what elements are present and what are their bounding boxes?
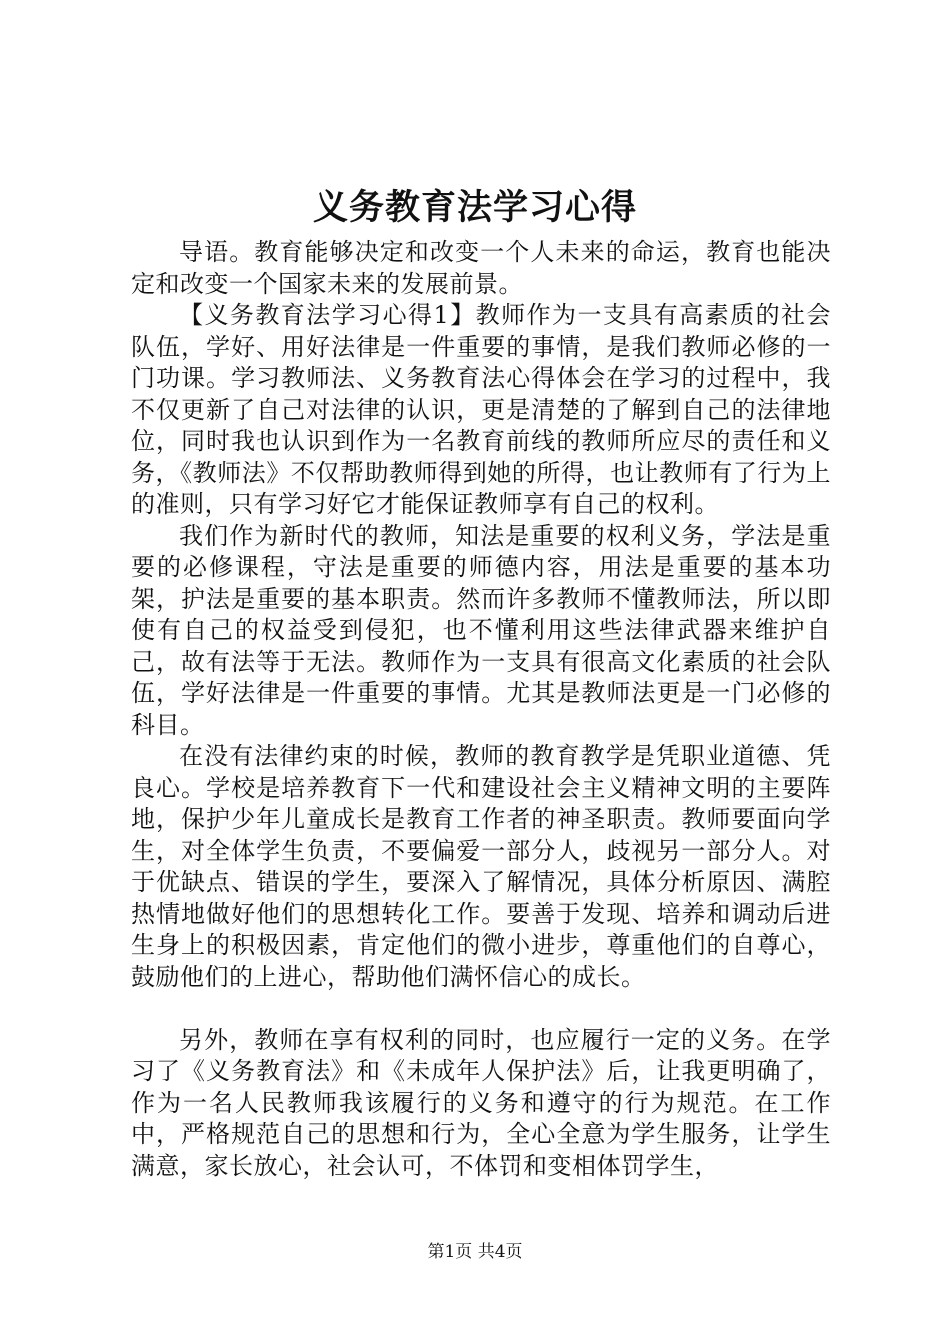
document-body: [131, 237, 831, 1182]
document-title: 义务教育法学习心得: [312, 187, 637, 228]
page-footer: 第1页 共4页: [427, 1242, 523, 1262]
paragraph-4: 另外，教师在享有权利的同时，也应履行一定的义务。在学习了《义务教育法》和《未成年人保护法》后，让我更明确了，作为一名人民教师我该履行的义务和遵守的行为规范。在工作中，严格规范自己的思想和行为，全心全意为学生服务，让学生满意，家长放心，社会认可，不体罚和变相体罚学生，: [131, 1025, 831, 1180]
paragraph-3: 在没有法律约束的时候，教师的教育教学是凭职业道德、凭良心。学校是培养教育下一代和建设社会主义精神文明的主要阵地，保护少年儿童成长是教育工作者的神圣职责。教师要面向学生，对全体学生负责，不要偏爱一部分人，歧视另一部分人。对于优缺点、错误的学生，要深入了解情况，具体分析原因、满腔热情地做好他们的思想转化工作。要善于发现、培养和调动后进生身上的积极因素，肯定他们的微小进步，尊重他们的自尊心，鼓励他们的上进心，帮助他们满怀信心的成长。: [131, 742, 831, 991]
paragraph-1: 【义务教育法学习心得1】教师作为一支具有高素质的社会队伍，学好、用好法律是一件重要的事情，是我们教师必修的一门功课。学习教师法、义务教育法心得体会在学习的过程中，我不仅更新了自己对法律的认识，更是清楚的了解到自己的法律地位，同时我也认识到作为一名教育前线的教师所应尽的责任和义务，《教师法》不仅帮助教师得到她的所得，也让教师有了行为上的准则，只有学习好它才能保证教师享有自己的权利。: [131, 301, 831, 518]
paragraph-intro: 导语。教育能够决定和改变一个人未来的命运，教育也能决定和改变一个国家未来的发展前景。: [131, 238, 831, 298]
paragraph-2: 我们作为新时代的教师，知法是重要的权利义务，学法是重要的必修课程，守法是重要的师德内容，用法是重要的基本功架，护法是重要的基本职责。然而许多教师不懂教师法，所以即使有自己的权益受到侵犯，也不懂利用这些法律武器来维护自己，故有法等于无法。教师作为一支具有很高文化素质的社会队伍，学好法律是一件重要的事情。尤其是教师法更是一门必修的科目。: [131, 521, 831, 739]
